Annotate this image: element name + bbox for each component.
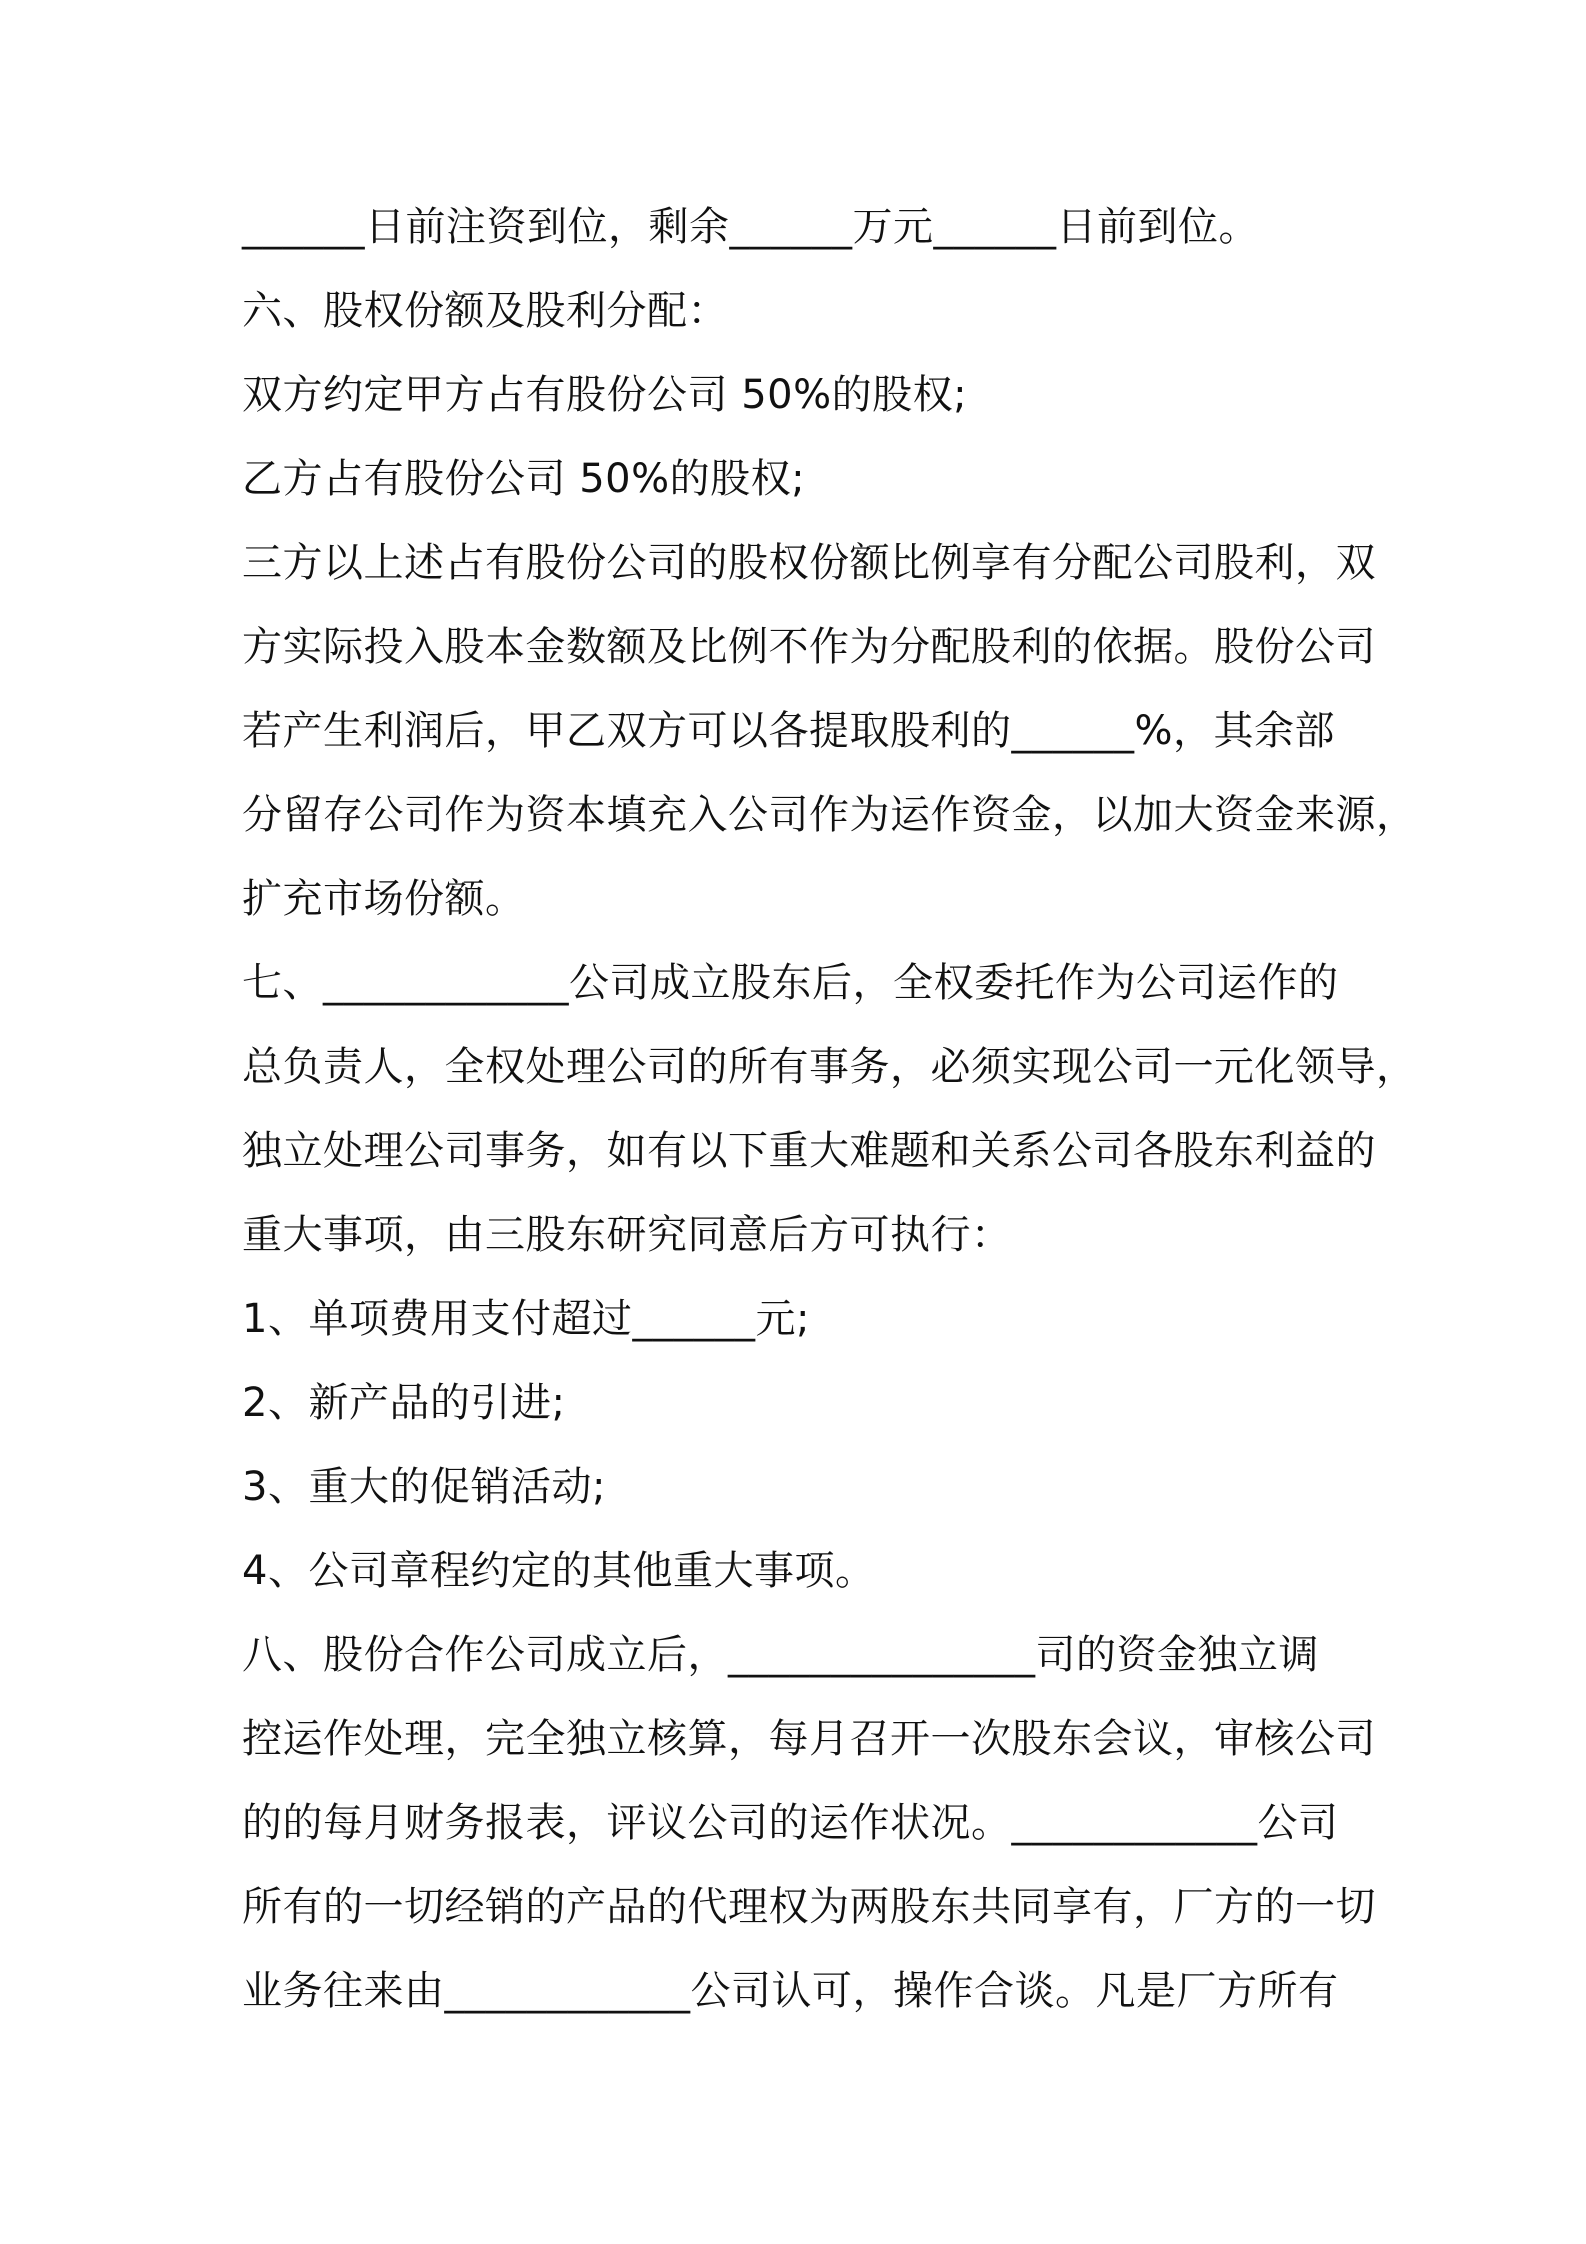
text-line: ______日前注资到位，剩余______万元______日前到位。 [242,204,1259,250]
text-line: 方实际投入股本金数额及比例不作为分配股利的依据。股份公司 [242,624,1376,670]
list-item: 3、重大的促销活动; [242,1464,606,1510]
text-line: 总负责人，全权处理公司的所有事务，必须实现公司一元化领导， [242,1044,1417,1090]
list-item: 2、新产品的引进; [242,1380,566,1426]
list-item: 1、单项费用支付超过______元; [242,1296,810,1342]
text-line: 双方约定甲方占有股份公司 50%的股权; [242,372,968,418]
text-line: 所有的一切经销的产品的代理权为两股东共同享有，厂方的一切 [242,1884,1376,1930]
section-heading: 六、股权份额及股利分配： [242,288,728,334]
text-line: 三方以上述占有股份公司的股权份额比例享有分配公司股利，双 [242,540,1376,586]
section-heading: 七、____________公司成立股东后，全权委托作为公司运作的 [242,960,1339,1006]
list-item: 4、公司章程约定的其他重大事项。 [242,1548,876,1594]
text-line: 扩充市场份额。 [242,876,526,922]
text-line: 分留存公司作为资本填充入公司作为运作资金，以加大资金来源， [242,792,1417,838]
text-line: 独立处理公司事务，如有以下重大难题和关系公司各股东利益的 [242,1128,1376,1174]
text-line: 重大事项，由三股东研究同意后方可执行： [242,1212,1012,1258]
text-line: 若产生利润后，甲乙双方可以各提取股利的______%，其余部 [242,708,1336,754]
text-line: 的的每月财务报表，评议公司的运作状况。____________公司 [242,1800,1339,1846]
section-heading: 八、股份合作公司成立后，_______________司的资金独立调 [242,1632,1319,1678]
text-line: 乙方占有股份公司 50%的股权; [242,456,806,502]
text-line: 业务往来由____________公司认可，操作合谈。凡是厂方所有 [242,1968,1339,2014]
text-line: 控运作处理，完全独立核算，每月召开一次股东会议，审核公司 [242,1716,1376,1762]
